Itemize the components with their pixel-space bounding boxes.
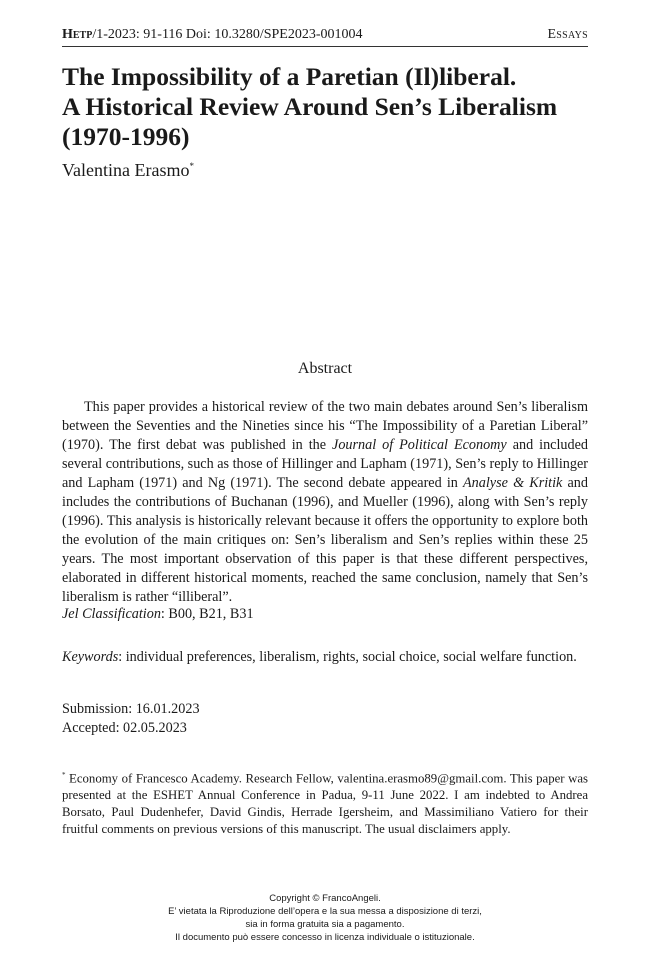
title-line-3: (1970-1996): [62, 122, 190, 151]
jel-classification: [62, 606, 254, 623]
copyright-line-2: E’ vietata la Riproduzione dell’opera e la sua messa a disposizione di terzi,: [168, 906, 482, 917]
abstract-body: [62, 398, 588, 607]
paper-title: [62, 62, 588, 152]
running-header: [62, 26, 588, 47]
abstract-part-3: and includes the contributions of Buchanan (1996), and Mueller (1996), along with Sen’s reply (1996). This analysis is historically relevant because it offers the opportunity to explore both the evolution of the main critiques on: Sen’s liberalism and Sen’s replies within these 25 years. The most important observation of this paper is that these different perspectives, elaborated in different historical moments, reached the same conclusion, namely that Sen’s liberalism is rather “illiberal”.: [62, 475, 588, 605]
jel-label: Jel Classification: [62, 606, 161, 622]
copyright-line-1: Copyright © FrancoAngeli.: [269, 893, 381, 904]
journal-name: Hetp: [62, 27, 93, 42]
accepted-date: Accepted: 02.05.2023: [62, 720, 187, 736]
section-label: Essays: [547, 27, 588, 42]
author-name: [62, 160, 194, 181]
jel-codes: : B00, B21, B31: [160, 606, 254, 622]
keywords: [62, 648, 588, 667]
submission-date: Submission: 16.01.2023: [62, 701, 200, 717]
author-footnote: [62, 767, 588, 838]
submission-dates: [62, 700, 200, 738]
doi-citation: /1-2023: 91-116 Doi: 10.3280/SPE2023-001004: [92, 27, 363, 42]
abstract-heading: Abstract: [297, 360, 353, 377]
title-line-1: The Impossibility of a Paretian (Il)liberal.: [62, 62, 517, 91]
copyright-notice: [62, 892, 588, 944]
abstract-part-2: and included several contributions, such as those of Hillinger and Lapham (1971), Sen’s reply to Hillinger and Lapham (1971) and Ng (1971). The second debate appeared in: [62, 437, 589, 491]
copyright-line-3: sia in forma gratuita sia a pagamento.: [245, 919, 405, 930]
journal-title-ak: Analyse & Kritik: [463, 475, 563, 491]
title-line-2: A Historical Review Around Sen’s Liberalism: [62, 92, 558, 121]
footnote-text: Economy of Francesco Academy. Research Fellow, valentina.erasmo89@gmail.com. This paper was presented at the ESHET Annual Conference in Padua, 9-11 June 2022. I am indebted to Andrea Borsato, Paul Dudenhefer, David Gindis, Herrade Igersheim, and Massimiliano Vatiero for their fruitful comments on previous versions of this manuscript. The usual disclaimers apply.: [62, 771, 588, 837]
author-text: Valentina Erasmo: [62, 160, 190, 180]
abstract-part-1: This paper provides a historical review of the two main debates around Sen’s liberalism between the Seventies and the Nineties since his “The Impossibility of a Paretian Liberal” (1970). The first debat was published in the: [62, 399, 588, 453]
keywords-list: : individual preferences, liberalism, rights, social choice, social welfare function.: [118, 649, 577, 665]
copyright-line-4: Il documento può essere concesso in licenza individuale o istituzionale.: [175, 932, 475, 943]
keywords-label: Keywords: [62, 649, 119, 665]
footnote-mark: *: [62, 771, 66, 779]
journal-title-jpe: Journal of Political Economy: [332, 437, 507, 453]
author-footnote-mark: *: [189, 161, 194, 171]
journal-citation: [62, 27, 363, 43]
